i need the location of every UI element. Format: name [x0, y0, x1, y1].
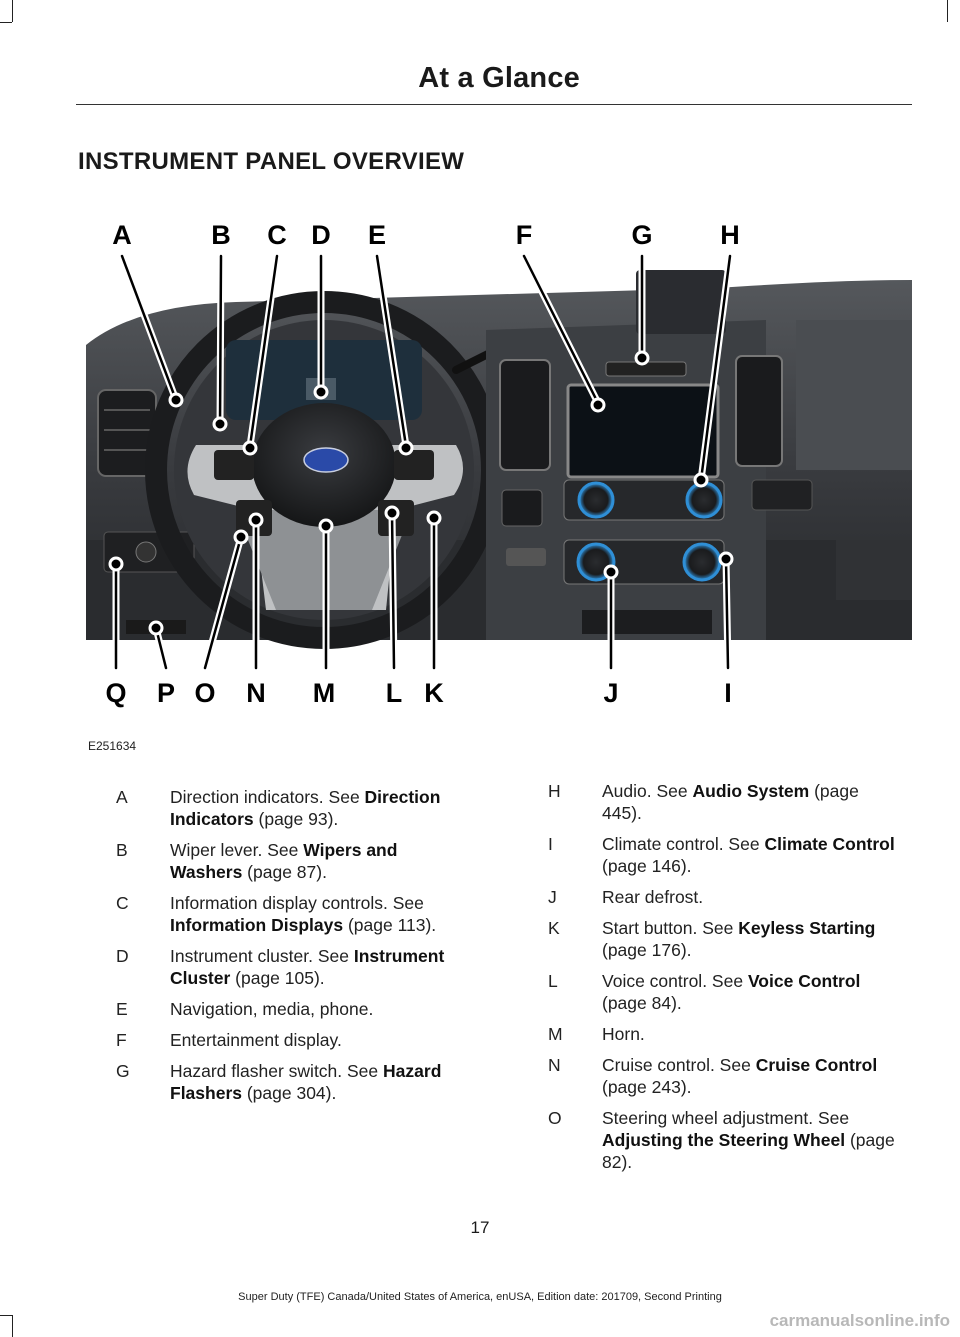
- legend-item: [116, 892, 466, 936]
- instrument-panel-illustration: [76, 210, 912, 710]
- legend-description: [170, 839, 466, 883]
- callout-dot: [235, 531, 247, 543]
- callout-label-K: K: [424, 678, 444, 708]
- callout-dot: [695, 474, 707, 486]
- legend-reference-link[interactable]: Keyless Starting: [738, 918, 876, 938]
- legend-text: Cruise control. See: [602, 1055, 751, 1075]
- legend-item: [548, 833, 898, 877]
- crop-mark: [0, 22, 12, 23]
- callout-label-O: O: [194, 678, 216, 708]
- crop-mark: [947, 0, 948, 22]
- callout-label-B: B: [211, 220, 231, 250]
- callout-dot: [592, 399, 604, 411]
- figure-code: E251634: [88, 739, 137, 753]
- callout-dot: [214, 418, 226, 430]
- callout-label-D: D: [311, 220, 331, 250]
- legend-text: Climate control. See: [602, 834, 760, 854]
- legend-item: [116, 945, 466, 989]
- legend-reference-link[interactable]: Adjusting the Steering Wheel: [602, 1130, 846, 1150]
- legend-reference-link[interactable]: Audio System: [692, 781, 810, 801]
- legend-reference-link[interactable]: Hazard Flashers: [170, 1061, 442, 1103]
- legend-item: [116, 1029, 466, 1051]
- callout-dot: [428, 512, 440, 524]
- legend-reference-link[interactable]: Instrument Cluster: [170, 946, 445, 988]
- legend-item: [548, 780, 898, 824]
- legend-text: Instrument cluster. See: [170, 946, 349, 966]
- callout-label-I: I: [724, 678, 732, 708]
- legend-page-ref: (page 176).: [602, 940, 692, 960]
- legend-text: Horn.: [602, 1024, 645, 1044]
- legend-right-column: [548, 780, 898, 1182]
- legend-description: [602, 886, 898, 908]
- callout-dot: [250, 514, 262, 526]
- legend-item: [548, 1023, 898, 1045]
- callout-dot: [320, 520, 332, 532]
- section-title: INSTRUMENT PANEL OVERVIEW: [78, 148, 465, 175]
- legend-reference-link[interactable]: Climate Control: [764, 834, 895, 854]
- chapter-title: At a Glance: [418, 62, 580, 94]
- legend-text: Wiper lever. See: [170, 840, 299, 860]
- legend-item: [116, 839, 466, 883]
- entertainment-display: [568, 385, 718, 477]
- callout-label-J: J: [603, 678, 619, 708]
- instrument-panel-figure: [76, 210, 912, 710]
- callout-label-C: C: [267, 220, 287, 250]
- legend-item: [548, 917, 898, 961]
- callout-label-F: F: [515, 220, 533, 250]
- legend-key: O: [548, 1108, 562, 1128]
- legend-key: I: [548, 834, 553, 854]
- legend-description: [602, 1023, 898, 1045]
- callout-dot: [244, 442, 256, 454]
- legend-description: [602, 970, 898, 1014]
- legend-page-ref: (page 84).: [602, 993, 682, 1013]
- legend-key: M: [548, 1024, 563, 1044]
- legend-description: [170, 892, 466, 936]
- callout-label-L: L: [385, 678, 403, 708]
- header-divider: [76, 104, 912, 105]
- legend-text: Hazard flasher switch. See: [170, 1061, 379, 1081]
- legend-page-ref: (page 113).: [343, 915, 437, 935]
- legend-page-ref: (page 87).: [242, 862, 327, 882]
- legend-text: Steering wheel adjustment. See: [602, 1108, 850, 1128]
- crop-mark: [0, 1315, 12, 1316]
- legend-page-ref: (page 105).: [230, 968, 325, 988]
- legend-text: Direction indicators. See: [170, 787, 360, 807]
- legend-page-ref: (page 445).: [602, 781, 859, 823]
- legend-description: [170, 1060, 466, 1104]
- callout-dot: [110, 558, 122, 570]
- legend-key: J: [548, 887, 557, 907]
- callout-dot: [315, 386, 327, 398]
- legend-reference-link[interactable]: Direction Indicators: [170, 787, 441, 829]
- legend-key: H: [548, 781, 561, 801]
- legend-key: N: [548, 1055, 561, 1075]
- legend-description: [170, 945, 466, 989]
- legend-key: A: [116, 787, 128, 807]
- legend-description: [602, 780, 898, 824]
- callout-label-M: M: [312, 678, 336, 708]
- legend-page-ref: (page 93).: [253, 809, 339, 829]
- legend-key: D: [116, 946, 129, 966]
- callout-dot: [605, 566, 617, 578]
- legend-item: [116, 1060, 466, 1104]
- crop-mark: [12, 1315, 13, 1337]
- callout-label-P: P: [156, 678, 176, 708]
- center-vent-left: [500, 360, 550, 470]
- legend-item: [116, 786, 466, 830]
- legend-text: Voice control. See: [602, 971, 744, 991]
- legend-reference-link[interactable]: Cruise Control: [755, 1055, 878, 1075]
- legend-page-ref: (page 304).: [241, 1083, 337, 1103]
- legend-page-ref: (page 146).: [602, 856, 692, 876]
- legend-reference-link[interactable]: Information Displays: [170, 915, 344, 935]
- legend-reference-link[interactable]: Wipers and Washers: [170, 840, 398, 882]
- legend-item: [116, 998, 466, 1020]
- callout-dot: [386, 507, 398, 519]
- callout-dot: [636, 352, 648, 364]
- callout-label-Q: Q: [105, 678, 127, 708]
- legend-description: [602, 1107, 898, 1173]
- callout-dot: [400, 442, 412, 454]
- legend-description: [602, 1054, 898, 1098]
- legend-item: [548, 1107, 898, 1173]
- page-footer: Super Duty (TFE) Canada/United States of America, enUSA, Edition date: 201709, Second Printing: [238, 1291, 722, 1303]
- legend-key: K: [548, 918, 560, 938]
- legend-text: Start button. See: [602, 918, 734, 938]
- callout-label-G: G: [631, 220, 653, 250]
- legend-description: [170, 786, 466, 830]
- legend-reference-link[interactable]: Voice Control: [747, 971, 861, 991]
- legend-text: Rear defrost.: [602, 887, 704, 907]
- center-vent-right: [736, 356, 782, 466]
- callout-dot: [720, 553, 732, 565]
- callout-label-A: A: [112, 220, 132, 250]
- callout-label-E: E: [367, 220, 387, 250]
- legend-item: [548, 886, 898, 908]
- legend-key: C: [116, 893, 129, 913]
- legend-item: [548, 970, 898, 1014]
- legend-item: [548, 1054, 898, 1098]
- legend-key: G: [116, 1061, 130, 1081]
- legend-text: Audio. See: [602, 781, 688, 801]
- legend-left-column: [116, 786, 466, 1113]
- legend-key: B: [116, 840, 128, 860]
- legend-key: F: [116, 1030, 127, 1050]
- crop-mark: [12, 0, 13, 22]
- climate-knob-right: [684, 544, 720, 580]
- legend-text: Information display controls. See: [170, 893, 424, 913]
- legend-text: Entertainment display.: [170, 1030, 342, 1050]
- legend-text: Navigation, media, phone.: [170, 999, 374, 1019]
- callout-dot: [150, 622, 162, 634]
- callout-dot: [170, 394, 182, 406]
- legend-page-ref: (page 82).: [602, 1130, 895, 1172]
- page-number: 17: [470, 1218, 490, 1237]
- audio-knob: [579, 483, 613, 517]
- legend-key: L: [548, 971, 558, 991]
- ford-oval-logo: [304, 448, 348, 472]
- legend-description: [170, 998, 466, 1020]
- watermark: carmanualsonline.info: [769, 1311, 950, 1330]
- legend-description: [170, 1029, 466, 1051]
- callout-label-H: H: [720, 220, 740, 250]
- callout-label-N: N: [246, 678, 266, 708]
- legend-description: [602, 833, 898, 877]
- legend-description: [602, 917, 898, 961]
- legend-key: E: [116, 999, 128, 1019]
- legend-page-ref: (page 243).: [602, 1077, 692, 1097]
